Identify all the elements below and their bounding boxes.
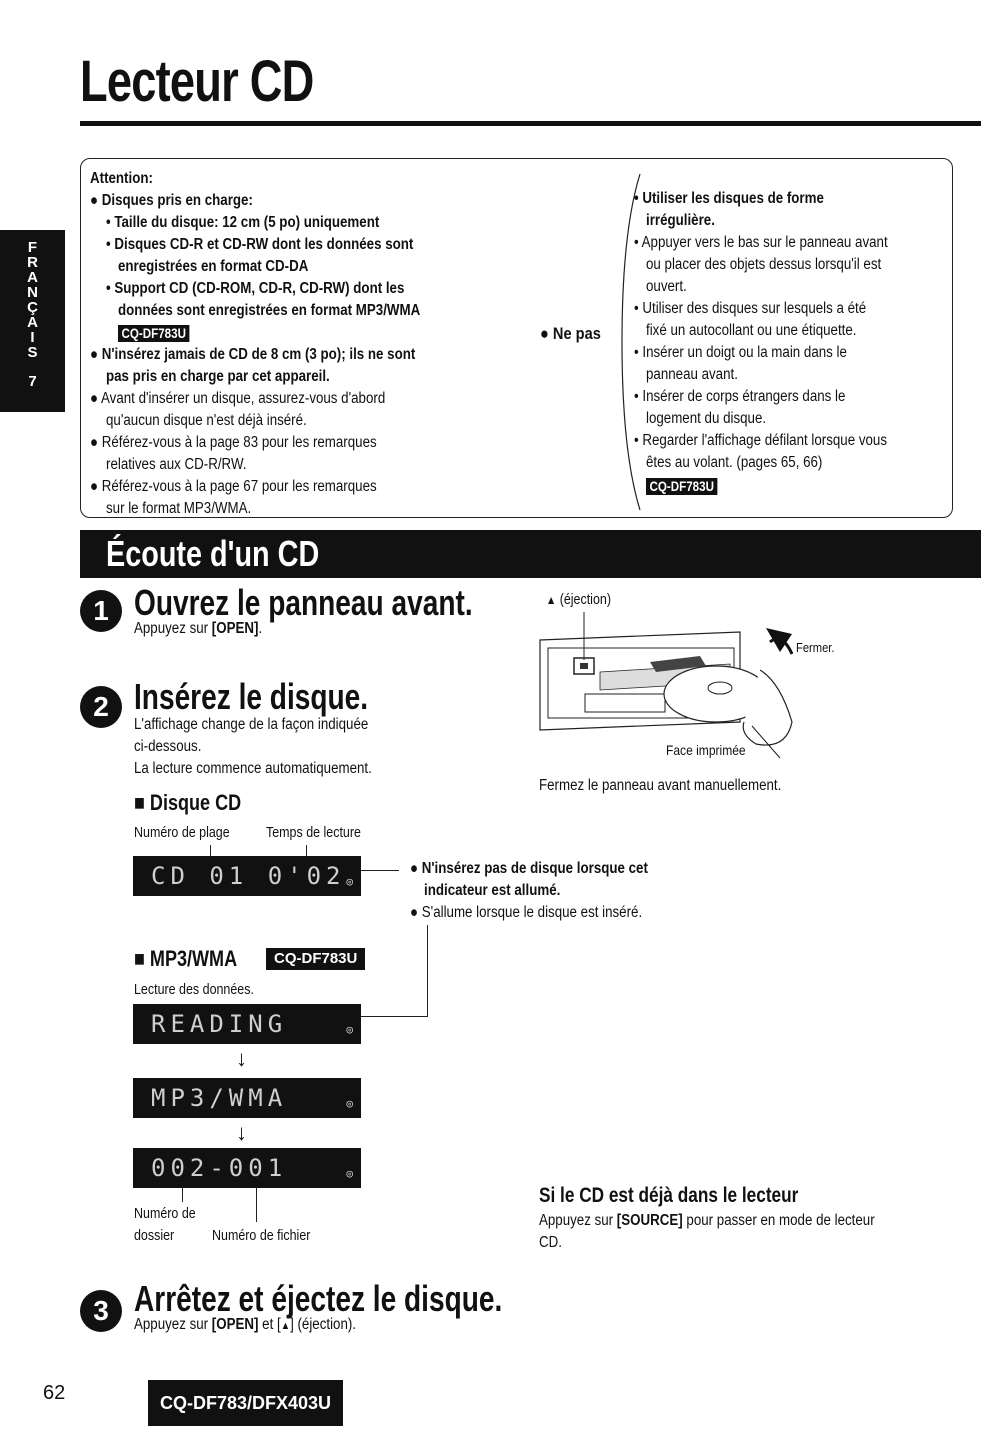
- already-suffix: pour passer en mode de lecteur: [682, 1212, 875, 1229]
- disque-cd-heading: ■ Disque CD: [134, 790, 242, 815]
- cdr-line: enregistrées en format CD-DA: [118, 258, 309, 275]
- step-3-mid: et [: [258, 1316, 281, 1333]
- cd-player-illustration: [530, 612, 840, 762]
- already-line: CD.: [539, 1234, 562, 1251]
- disc-indicator-icon: ◎: [346, 1023, 353, 1036]
- folder-pointer: [182, 1188, 183, 1202]
- tab-letter: N: [27, 284, 38, 301]
- step-1-text: [134, 620, 262, 638]
- right-item: • Insérer un doigt ou la main dans le: [634, 344, 847, 361]
- step-2-badge: 2: [80, 686, 122, 728]
- source-key: [SOURCE]: [616, 1212, 683, 1229]
- tab-letter: A: [27, 314, 38, 331]
- model-badge: CQ-DF783U: [646, 478, 717, 495]
- right-item: • Utiliser des disques sur lesquels a été: [634, 300, 867, 317]
- step-3-title: Arrêtez et éjectez le disque.: [134, 1278, 503, 1319]
- right-item: panneau avant.: [646, 366, 738, 383]
- already-line: [539, 1212, 875, 1230]
- lcd-text: CD 01 0'02: [151, 862, 346, 890]
- face-label: Face imprimée: [666, 742, 746, 758]
- lcd-display-folder-file: [133, 1148, 361, 1188]
- title-rule: [80, 121, 981, 126]
- tab-letter: S: [27, 344, 38, 361]
- track-label: Numéro de plage: [134, 825, 230, 841]
- ref83-line: relatives aux CD-R/RW.: [106, 456, 247, 473]
- lcd-text: READING: [151, 1010, 288, 1038]
- file-pointer: [256, 1188, 257, 1222]
- disc-indicator-icon: ◎: [346, 1167, 353, 1180]
- tab-letter: A: [27, 269, 38, 286]
- section-title: Écoute d'un CD: [106, 533, 320, 574]
- warn-text: N'insérez pas de disque lorsque cet: [421, 860, 648, 877]
- arrow-down-icon: ↓: [236, 1046, 247, 1071]
- supported-label: ● Disques pris en charge:: [90, 192, 253, 209]
- ref83-line: ● Référez-vous à la page 83 pour les remarques: [90, 434, 377, 451]
- step-3-end: ] (éjection).: [290, 1316, 357, 1333]
- rom-line: données sont enregistrées en format MP3/WMA: [118, 302, 421, 319]
- right-item: êtes au volant. (pages 65, 66): [646, 454, 823, 471]
- right-item: fixé un autocollant ou une étiquette.: [646, 322, 857, 339]
- right-item: • Insérer de corps étrangers dans le: [634, 388, 846, 405]
- step-2-line: ci-dessous.: [134, 738, 202, 755]
- right-item: • Appuyer vers le bas sur le panneau avant: [634, 234, 888, 251]
- check-text: Avant d'insérer un disque, assurez-vous d'abord: [101, 390, 386, 407]
- file-label: Numéro de fichier: [212, 1228, 311, 1244]
- language-tab: [0, 230, 65, 412]
- reading-label: Lecture des données.: [134, 982, 254, 998]
- tab-letter: F: [27, 239, 38, 256]
- step-3-prefix: Appuyez sur: [134, 1316, 212, 1333]
- note-leader: [361, 1016, 428, 1017]
- eject-icon: ▲: [546, 593, 557, 607]
- lcd-text: 002-001: [151, 1154, 288, 1182]
- arrow-down-icon: ↓: [236, 1120, 247, 1145]
- tab-letter: Ç: [27, 299, 38, 316]
- ne-pas-text: Ne pas: [552, 324, 601, 343]
- step-2-line: L'affichage change de la façon indiquée: [134, 716, 369, 733]
- attention-heading: Attention:: [90, 170, 153, 187]
- no8cm-text: N'insérez jamais de CD de 8 cm (3 po); ils ne sont: [101, 346, 416, 363]
- ref83-text: Référez-vous à la page 83 pour les remarques: [101, 434, 377, 451]
- note-text: S'allume lorsque le disque est inséré.: [421, 904, 643, 921]
- step-1-title: Ouvrez le panneau avant.: [134, 582, 473, 623]
- ref67-line: ● Référez-vous à la page 67 pour les remarques: [90, 478, 377, 495]
- right-item: • Regarder l'affichage défilant lorsque vous: [634, 432, 887, 449]
- step-3-text: [134, 1316, 356, 1334]
- no8cm-line: ● N'insérez jamais de CD de 8 cm (3 po); ils ne sont: [90, 346, 416, 363]
- model-badge: CQ-DF783U: [118, 325, 189, 342]
- eject-label: [546, 592, 611, 608]
- step-1-prefix: Appuyez sur: [134, 620, 212, 637]
- lcd-display-format: [133, 1078, 361, 1118]
- ne-pas-label: ● Ne pas: [540, 324, 601, 343]
- time-label: Temps de lecture: [266, 825, 361, 841]
- right-item: ou placer des objets dessus lorsqu'il est: [646, 256, 882, 273]
- step-2-line: La lecture commence automatiquement.: [134, 760, 372, 777]
- illustration-caption: Fermez le panneau avant manuellement.: [539, 777, 782, 794]
- step-2-title: Insérez le disque.: [134, 676, 369, 717]
- right-item: irrégulière.: [646, 212, 715, 229]
- warn-line: ● N'insérez pas de disque lorsque cet: [410, 860, 648, 877]
- ref67-text: Référez-vous à la page 67 pour les remarques: [101, 478, 377, 495]
- lcd-display-cd: [133, 856, 361, 896]
- note-line: ● S'allume lorsque le disque est inséré.: [410, 904, 643, 921]
- tab-number: 7: [28, 373, 37, 390]
- tab-letter: I: [30, 329, 35, 346]
- page-number: 62: [43, 1382, 66, 1404]
- step-1-suffix: .: [258, 620, 263, 637]
- rom-line: • Support CD (CD-ROM, CD-R, CD-RW) dont les: [106, 280, 405, 297]
- already-heading: Si le CD est déjà dans le lecteur: [539, 1184, 799, 1207]
- step-1-badge: 1: [80, 590, 122, 632]
- cdr-line: • Disques CD-R et CD-RW dont les données sont: [106, 236, 414, 253]
- indicator-leader: [361, 870, 399, 871]
- already-prefix: Appuyez sur: [539, 1212, 617, 1229]
- right-item: logement du disque.: [646, 410, 767, 427]
- step-3-badge: 3: [80, 1290, 122, 1332]
- lcd-text: MP3/WMA: [151, 1084, 288, 1112]
- warn-line: indicateur est allumé.: [424, 882, 561, 899]
- disc-indicator-icon: ◎: [346, 1097, 353, 1110]
- folder-label: Numéro de: [134, 1206, 196, 1222]
- tab-letter: R: [27, 254, 38, 271]
- disque-cd-text: Disque CD: [149, 790, 242, 815]
- eject-text: (éjection): [559, 592, 611, 608]
- open-key: [OPEN]: [211, 1316, 259, 1333]
- lcd-display-reading: [133, 1004, 361, 1044]
- note-leader: [427, 925, 428, 1017]
- disc-indicator-icon: ◎: [346, 875, 353, 888]
- folder-label: dossier: [134, 1228, 175, 1244]
- no8cm-line: pas pris en charge par cet appareil.: [106, 368, 330, 385]
- check-line: ● Avant d'insérer un disque, assurez-vous d'abord: [90, 390, 386, 407]
- mp3-model-badge: CQ-DF783U: [266, 948, 365, 970]
- right-item: • Utiliser les disques de forme: [634, 190, 824, 207]
- check-line: qu'aucun disque n'est déjà inséré.: [106, 412, 307, 429]
- model-footer-badge: CQ-DF783/DFX403U: [148, 1380, 343, 1426]
- close-label: Fermer.: [796, 640, 835, 655]
- size-line: • Taille du disque: 12 cm (5 po) uniquement: [106, 214, 380, 231]
- mp3-heading: ■ MP3/WMA: [134, 946, 238, 971]
- supported-text: Disques pris en charge:: [101, 192, 253, 209]
- page-title: Lecteur CD: [80, 49, 314, 114]
- eject-icon: ▲: [280, 1320, 291, 1332]
- ref67-line: sur le format MP3/WMA.: [106, 500, 252, 517]
- mp3-text: MP3/WMA: [149, 946, 238, 971]
- right-item: ouvert.: [646, 278, 687, 295]
- open-key: [OPEN]: [211, 620, 259, 637]
